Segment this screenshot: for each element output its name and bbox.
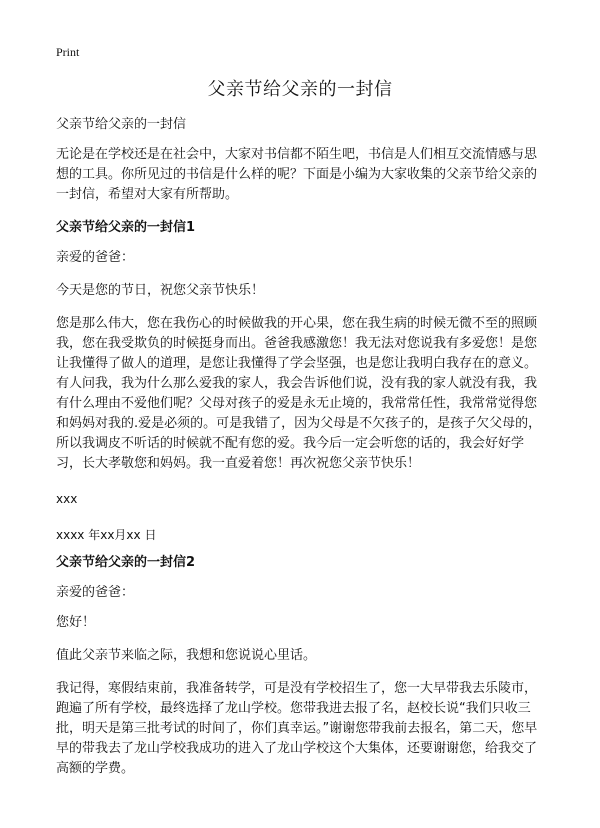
letter1-heading: 父亲节给父亲的一封信1 (56, 220, 196, 235)
letter1-paragraph-1: 今天是您的节日，祝您父亲节快乐！ (56, 283, 265, 298)
document-subtitle: 父亲节给父亲的一封信 (56, 117, 187, 132)
letter2-paragraph-3: 我记得，寒假结束前，我准备转学，可是没有学校招生了，您一大早带我去乐陵市，跑遍了所有学校，最终选择了龙山学校。您带我进去报了名，赵校长说“我们只收三批，明天是第三批考试的时间了，你们真幸运。”谢谢您带我前去报名，第二天，您早早的带我去了龙山学校我成功的进入了龙山学校这个大集体，还要谢谢您，给我交了高额的学费。 (56, 681, 538, 776)
letter1-greeting: 亲爱的爸爸： (56, 250, 135, 265)
letter2-greeting: 亲爱的爸爸： (56, 585, 135, 600)
letter1-paragraph-2: 您是那么伟大，您在我伤心的时候做我的开心果，您在我生病的时候无微不至的照顾我，您在我受欺负的时候挺身而出。爸爸我感激您！我无法对您说我有多爱您！是您让我懂得了做人的道理，是您让我懂得了学会坚强，也是您让我明白我存在的意义。有人问我，我为什么那么爱我的家人，我会告诉他们说，没有我的家人就没有我，我有什么理由不爱他们呢？父母对孩子的爱是永无止境的，我常常任性，我常常觉得您和妈妈对我的.爱是必须的。可是我错了，因为父母是不欠孩子的，是孩子欠父母的，所以我调皮不听话的时候就不配有您的爱。我今后一定会听您的话的，我会好好学习，长大孝敬您和妈妈。我一直爱着您！再次祝您父亲节快乐！ (56, 316, 542, 471)
intro-paragraph: 无论是在学校还是在社会中，大家对书信都不陌生吧，书信是人们相互交流情感与思想的工具。你所见过的书信是什么样的呢？下面是小编为大家收集的父亲节给父亲的一封信，希望对大家有所帮助。 (56, 147, 538, 202)
letter2-paragraph-2: 值此父亲节来临之际，我想和您说说心里话。 (56, 648, 317, 663)
letter1-signature: xxx (56, 492, 78, 506)
letter1-date: xxxx 年xx月xx 日 (56, 528, 157, 542)
letter2-heading: 父亲节给父亲的一封信2 (56, 555, 196, 570)
document-title: 父亲节给父亲的一封信 (207, 79, 393, 100)
letter2-paragraph-1: 您好！ (56, 615, 96, 630)
print-link[interactable]: Print (56, 45, 80, 59)
